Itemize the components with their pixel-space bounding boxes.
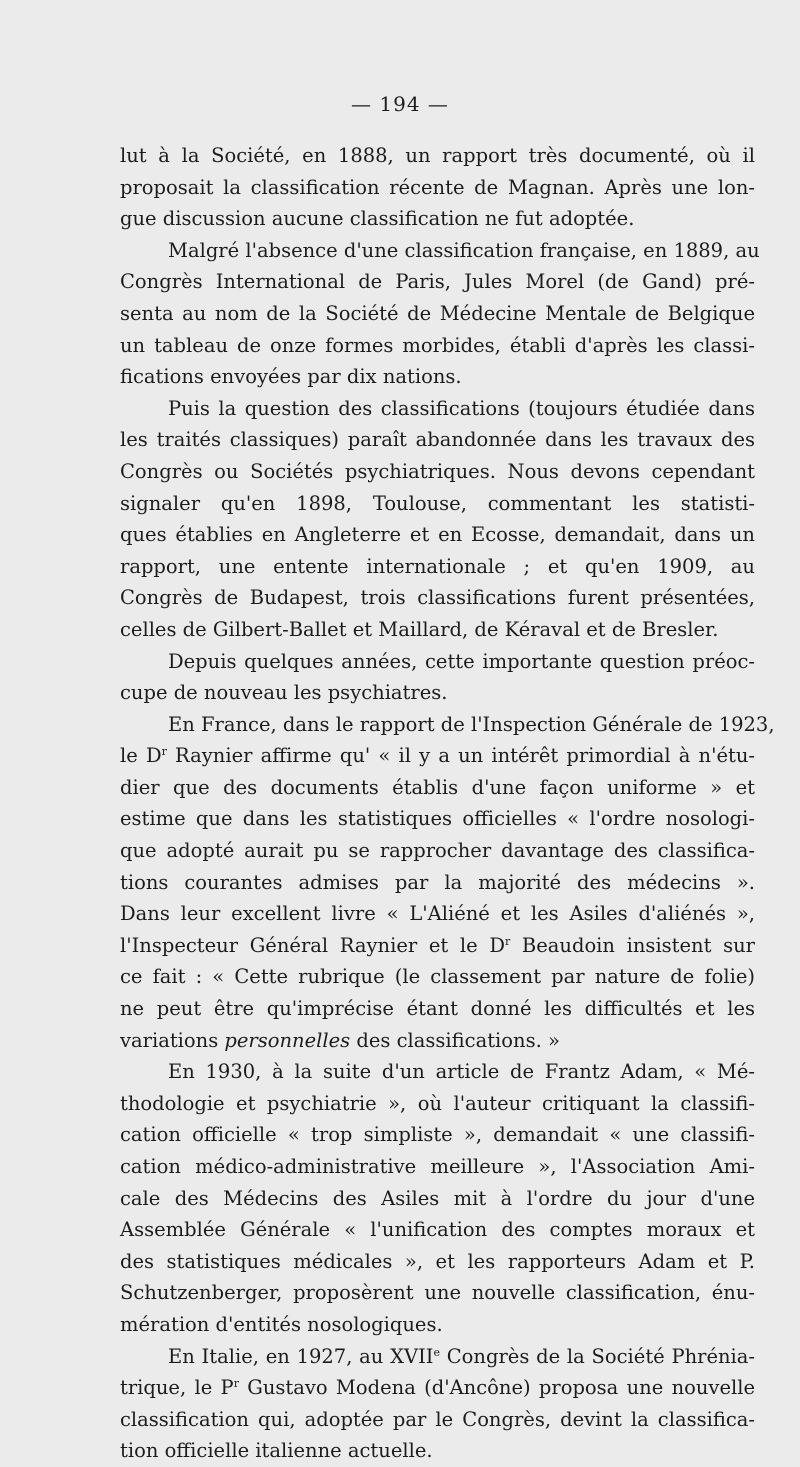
- paragraph: [120, 1056, 755, 1340]
- text-line: celles de Gilbert-Ballet et Maillard, de Kéraval et de Bresler.: [120, 617, 719, 641]
- text-line: Puis la question des classifications (toujours étudiée dans: [168, 396, 755, 420]
- text-line: signaler qu'en 1898, Toulouse, commentant les statisti-: [120, 491, 755, 515]
- text-line: Malgré l'absence d'une classification française, en 1889, au: [168, 238, 760, 262]
- text-line: dier que des documents établis d'une façon uniforme » et: [120, 775, 755, 799]
- paragraph: [120, 1341, 755, 1467]
- paragraph: [120, 646, 755, 709]
- text-line: En France, dans le rapport de l'Inspection Générale de 1923,: [168, 712, 775, 736]
- text-line: trique, le $P^r$ Gustavo Modena (d'Ancône) proposa une nouvelle: [120, 1376, 755, 1400]
- text-line: un tableau de onze formes morbides, établi d'après les classi-: [120, 333, 755, 357]
- text-line: tion officielle italienne actuelle.: [120, 1439, 433, 1463]
- text-line: En 1930, à la suite d'un article de Frantz Adam, « Mé-: [168, 1060, 755, 1084]
- page-number: — 194 —: [351, 92, 449, 116]
- text-line: proposait la classification récente de Magnan. Après une lon-: [120, 175, 755, 199]
- text-line: En Italie, en 1927, au XVIIe Congrès de la Société Phrénia-: [168, 1344, 756, 1368]
- text-line: Congrès de Budapest, trois classifications furent présentées,: [120, 586, 755, 610]
- text-line: Assemblée Générale « l'unification des comptes moraux et: [120, 1218, 755, 1242]
- text-line: cation officielle « trop simpliste », demandait « une classifi-: [120, 1123, 755, 1147]
- text-line: que adopté aurait pu se rapprocher davantage des classifica-: [120, 839, 755, 863]
- body-text: [120, 140, 775, 1467]
- text-line: tions courantes admises par la majorité des médecins ».: [120, 870, 755, 894]
- text-line: senta au nom de la Société de Médecine Mentale de Belgique: [120, 301, 755, 325]
- text-line: cation médico-administrative meilleure », l'Association Ami-: [120, 1155, 755, 1178]
- text-line: estime que dans les statistiques officielles « l'ordre nosologi-: [120, 807, 755, 831]
- text-line: ne peut être qu'imprécise étant donné les difficultés et les: [120, 997, 755, 1021]
- text-line: cupe de nouveau les psychiatres.: [120, 681, 448, 705]
- text-line: ce fait : « Cette rubrique (le classement par nature de folie): [120, 965, 755, 989]
- text-line: variations personnelles des classifications. »: [120, 1028, 560, 1052]
- text-line: ques établies en Angleterre et en Ecosse, demandait, dans un: [120, 523, 755, 547]
- paragraph: [120, 140, 755, 235]
- text-line: fications envoyées par dix nations.: [120, 365, 462, 389]
- paragraph: [120, 709, 775, 1057]
- paragraph: [120, 393, 755, 646]
- text-line: le $D^r$ Raynier affirme qu' « il y a un intérêt primordial à n'étu-: [120, 744, 755, 768]
- text-line: rapport, une entente internationale ; et qu'en 1909, au: [120, 554, 755, 578]
- text-line: mération d'entités nosologiques.: [120, 1312, 443, 1336]
- text-line: lut à la Société, en 1888, un rapport très documenté, où il: [120, 144, 755, 167]
- text-line: des statistiques médicales », et les rapporteurs Adam et P.: [120, 1249, 755, 1273]
- text-line: Depuis quelques années, cette importante question préoc-: [168, 649, 755, 673]
- text-line: gue discussion aucune classification ne fut adoptée.: [120, 207, 635, 231]
- text-line: les traités classiques) paraît abandonnée dans les travaux des: [120, 428, 755, 452]
- text-line: Congrès International de Paris, Jules Morel (de Gand) pré-: [120, 270, 755, 294]
- text-line: Schutzenberger, proposèrent une nouvelle classification, énu-: [120, 1281, 755, 1305]
- text-line: cale des Médecins des Asiles mit à l'ordre du jour d'une: [120, 1186, 755, 1210]
- text-line: Congrès ou Sociétés psychiatriques. Nous devons cependant: [120, 459, 755, 483]
- text-line: classification qui, adoptée par le Congrès, devint la classifica-: [120, 1407, 755, 1431]
- text-line: thodologie et psychiatrie », où l'auteur critiquant la classifi-: [120, 1091, 755, 1115]
- text-line: Dans leur excellent livre « L'Aliéné et les Asiles d'aliénés »,: [120, 902, 755, 926]
- text-line: l'Inspecteur Général Raynier et le $D^r$ Beaudoin insistent sur: [120, 933, 755, 957]
- paragraph: [120, 235, 760, 393]
